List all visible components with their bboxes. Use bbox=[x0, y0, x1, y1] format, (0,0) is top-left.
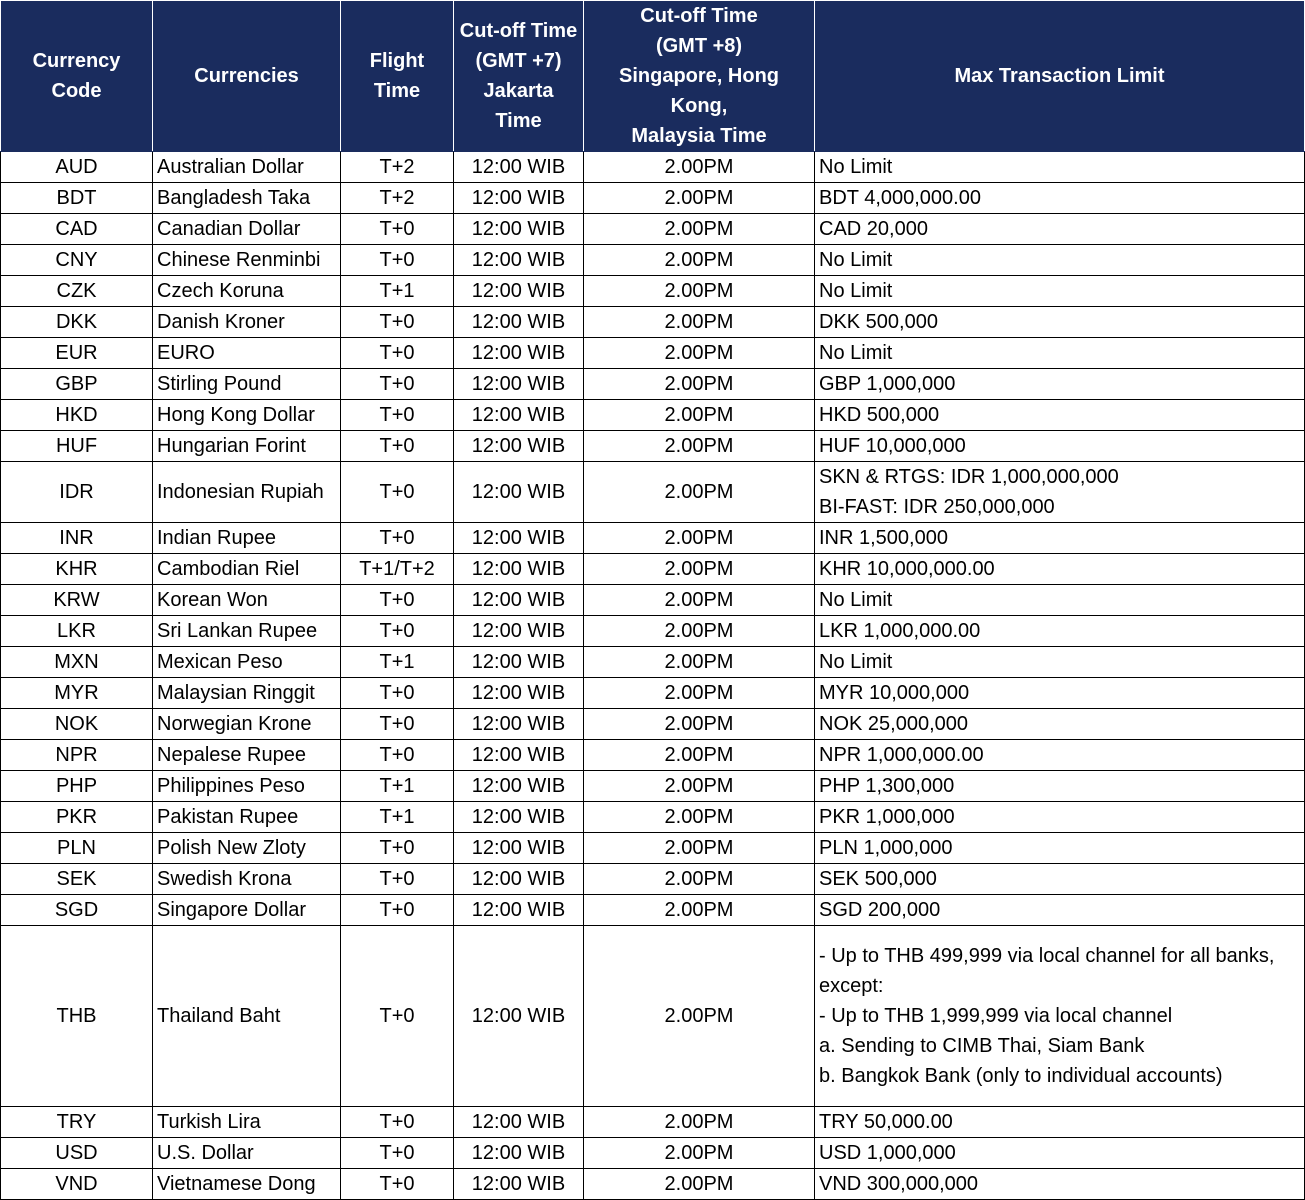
currency-code-cell: EUR bbox=[1, 338, 153, 369]
table-row bbox=[1, 462, 1305, 523]
max-limit-cell bbox=[815, 926, 1305, 1107]
flight-time-cell: T+0 bbox=[341, 400, 454, 431]
cutoff-singapore-cell: 2.00PM bbox=[584, 214, 815, 245]
cutoff-jakarta-cell: 12:00 WIB bbox=[454, 431, 584, 462]
currency-code-cell: HUF bbox=[1, 431, 153, 462]
currency-code-cell: DKK bbox=[1, 307, 153, 338]
flight-time-cell: T+0 bbox=[341, 709, 454, 740]
max-limit-cell bbox=[815, 864, 1305, 895]
limit-line: CAD 20,000 bbox=[819, 218, 928, 240]
header-line: Cut-off Time bbox=[459, 20, 578, 42]
cutoff-jakarta-cell: 12:00 WIB bbox=[454, 1138, 584, 1169]
cutoff-singapore-cell: 2.00PM bbox=[584, 647, 815, 678]
currency-name-cell: Canadian Dollar bbox=[153, 214, 341, 245]
cutoff-singapore-cell: 2.00PM bbox=[584, 245, 815, 276]
limit-line: GBP 1,000,000 bbox=[819, 373, 956, 395]
table-row bbox=[1, 245, 1305, 276]
flight-time-cell: T+0 bbox=[341, 678, 454, 709]
limit-line: No Limit bbox=[819, 589, 893, 611]
table-row bbox=[1, 926, 1305, 1107]
cutoff-singapore-cell: 2.00PM bbox=[584, 740, 815, 771]
cutoff-singapore-cell: 2.00PM bbox=[584, 926, 815, 1107]
cutoff-jakarta-cell: 12:00 WIB bbox=[454, 214, 584, 245]
cutoff-jakarta-cell: 12:00 WIB bbox=[454, 152, 584, 183]
cutoff-jakarta-cell: 12:00 WIB bbox=[454, 369, 584, 400]
currency-name-cell: Mexican Peso bbox=[153, 647, 341, 678]
table-row bbox=[1, 307, 1305, 338]
limit-line: TRY 50,000.00 bbox=[819, 1111, 953, 1133]
header-line: (GMT +7) bbox=[475, 50, 562, 72]
currency-name-cell: Nepalese Rupee bbox=[153, 740, 341, 771]
cutoff-jakarta-cell: 12:00 WIB bbox=[454, 338, 584, 369]
currency-code-cell: KRW bbox=[1, 585, 153, 616]
header-currencies: Currencies bbox=[153, 1, 341, 152]
limit-line: VND 300,000,000 bbox=[819, 1173, 979, 1195]
cutoff-jakarta-cell: 12:00 WIB bbox=[454, 833, 584, 864]
limit-line: MYR 10,000,000 bbox=[819, 682, 970, 704]
limit-line: PHP 1,300,000 bbox=[819, 775, 955, 797]
cutoff-singapore-cell: 2.00PM bbox=[584, 833, 815, 864]
table-row bbox=[1, 152, 1305, 183]
table-row bbox=[1, 895, 1305, 926]
max-limit-cell bbox=[815, 1138, 1305, 1169]
flight-time-cell: T+0 bbox=[341, 833, 454, 864]
flight-time-cell: T+0 bbox=[341, 1107, 454, 1138]
table-row bbox=[1, 400, 1305, 431]
cutoff-singapore-cell: 2.00PM bbox=[584, 400, 815, 431]
flight-time-cell: T+0 bbox=[341, 462, 454, 523]
table-row bbox=[1, 369, 1305, 400]
currency-code-cell: USD bbox=[1, 1138, 153, 1169]
currency-name-cell: Danish Kroner bbox=[153, 307, 341, 338]
limit-line: No Limit bbox=[819, 280, 893, 302]
cutoff-jakarta-cell: 12:00 WIB bbox=[454, 926, 584, 1107]
currency-code-cell: AUD bbox=[1, 152, 153, 183]
limit-line: SGD 200,000 bbox=[819, 899, 941, 921]
max-limit-cell bbox=[815, 400, 1305, 431]
cutoff-singapore-cell: 2.00PM bbox=[584, 616, 815, 647]
max-limit-cell bbox=[815, 554, 1305, 585]
max-limit-cell bbox=[815, 647, 1305, 678]
currency-name-cell: Chinese Renminbi bbox=[153, 245, 341, 276]
limit-line: NPR 1,000,000.00 bbox=[819, 744, 984, 766]
header-flight-time: Flight Time bbox=[341, 1, 454, 152]
currency-code-cell: SGD bbox=[1, 895, 153, 926]
table-body bbox=[1, 152, 1305, 1200]
currency-code-cell: VND bbox=[1, 1169, 153, 1200]
currency-code-cell: BDT bbox=[1, 183, 153, 214]
max-limit-cell bbox=[815, 616, 1305, 647]
currency-name-cell: Sri Lankan Rupee bbox=[153, 616, 341, 647]
max-limit-cell bbox=[815, 245, 1305, 276]
cutoff-jakarta-cell: 12:00 WIB bbox=[454, 523, 584, 554]
limit-line: HKD 500,000 bbox=[819, 404, 940, 426]
cutoff-singapore-cell: 2.00PM bbox=[584, 183, 815, 214]
max-limit-cell bbox=[815, 152, 1305, 183]
flight-time-cell: T+0 bbox=[341, 431, 454, 462]
flight-time-cell: T+1 bbox=[341, 276, 454, 307]
max-limit-cell bbox=[815, 214, 1305, 245]
currency-name-cell: U.S. Dollar bbox=[153, 1138, 341, 1169]
max-limit-cell bbox=[815, 1107, 1305, 1138]
flight-time-cell: T+1 bbox=[341, 647, 454, 678]
max-limit-cell bbox=[815, 709, 1305, 740]
limit-line: KHR 10,000,000.00 bbox=[819, 558, 995, 580]
currency-code-cell: INR bbox=[1, 523, 153, 554]
max-limit-cell bbox=[815, 771, 1305, 802]
cutoff-singapore-cell: 2.00PM bbox=[584, 369, 815, 400]
max-limit-cell bbox=[815, 307, 1305, 338]
flight-time-cell: T+0 bbox=[341, 214, 454, 245]
limit-line: BI-FAST: IDR 250,000,000 bbox=[819, 496, 1055, 518]
flight-time-cell: T+0 bbox=[341, 1138, 454, 1169]
cutoff-jakarta-cell: 12:00 WIB bbox=[454, 1107, 584, 1138]
flight-time-cell: T+1 bbox=[341, 771, 454, 802]
currency-name-cell: Cambodian Riel bbox=[153, 554, 341, 585]
flight-time-cell: T+1 bbox=[341, 802, 454, 833]
max-limit-cell bbox=[815, 431, 1305, 462]
max-limit-cell bbox=[815, 523, 1305, 554]
table-row bbox=[1, 431, 1305, 462]
currency-name-cell: Bangladesh Taka bbox=[153, 183, 341, 214]
header-cutoff-singapore bbox=[584, 1, 815, 152]
limit-line: INR 1,500,000 bbox=[819, 527, 948, 549]
flight-time-cell: T+0 bbox=[341, 740, 454, 771]
max-limit-cell bbox=[815, 338, 1305, 369]
table-row bbox=[1, 740, 1305, 771]
flight-time-cell: T+2 bbox=[341, 152, 454, 183]
limit-line: LKR 1,000,000.00 bbox=[819, 620, 981, 642]
cutoff-singapore-cell: 2.00PM bbox=[584, 1169, 815, 1200]
cutoff-singapore-cell: 2.00PM bbox=[584, 709, 815, 740]
flight-time-cell: T+0 bbox=[341, 895, 454, 926]
max-limit-cell bbox=[815, 740, 1305, 771]
currency-name-cell: Norwegian Krone bbox=[153, 709, 341, 740]
header-cutoff-jakarta bbox=[454, 1, 584, 152]
limit-line: No Limit bbox=[819, 156, 893, 178]
max-limit-cell bbox=[815, 802, 1305, 833]
currency-code-cell: LKR bbox=[1, 616, 153, 647]
header-line: Singapore, Hong Kong, bbox=[619, 65, 779, 117]
table-row bbox=[1, 833, 1305, 864]
limit-line: PLN 1,000,000 bbox=[819, 837, 953, 859]
flight-time-cell: T+0 bbox=[341, 1169, 454, 1200]
header-line: Cut-off Time bbox=[640, 5, 758, 27]
table-row bbox=[1, 802, 1305, 833]
max-limit-cell bbox=[815, 1169, 1305, 1200]
currency-name-cell: Philippines Peso bbox=[153, 771, 341, 802]
cutoff-singapore-cell: 2.00PM bbox=[584, 338, 815, 369]
currency-name-cell: Australian Dollar bbox=[153, 152, 341, 183]
cutoff-singapore-cell: 2.00PM bbox=[584, 276, 815, 307]
limit-line: - Up to THB 499,999 via local channel for all banks, bbox=[819, 945, 1275, 967]
limit-line: HUF 10,000,000 bbox=[819, 435, 966, 457]
cutoff-jakarta-cell: 12:00 WIB bbox=[454, 678, 584, 709]
table-row bbox=[1, 1107, 1305, 1138]
limit-line: b. Bangkok Bank (only to individual accounts) bbox=[819, 1065, 1223, 1087]
limit-line: SKN & RTGS: IDR 1,000,000,000 bbox=[819, 466, 1119, 488]
max-limit-cell bbox=[815, 462, 1305, 523]
cutoff-jakarta-cell: 12:00 WIB bbox=[454, 771, 584, 802]
currency-name-cell: Polish New Zloty bbox=[153, 833, 341, 864]
cutoff-singapore-cell: 2.00PM bbox=[584, 585, 815, 616]
max-limit-cell bbox=[815, 585, 1305, 616]
header-max-limit: Max Transaction Limit bbox=[815, 1, 1305, 152]
flight-time-cell: T+0 bbox=[341, 616, 454, 647]
cutoff-jakarta-cell: 12:00 WIB bbox=[454, 1169, 584, 1200]
max-limit-cell bbox=[815, 183, 1305, 214]
cutoff-singapore-cell: 2.00PM bbox=[584, 678, 815, 709]
cutoff-jakarta-cell: 12:00 WIB bbox=[454, 864, 584, 895]
cutoff-jakarta-cell: 12:00 WIB bbox=[454, 462, 584, 523]
table-row bbox=[1, 709, 1305, 740]
currency-name-cell: Indonesian Rupiah bbox=[153, 462, 341, 523]
limit-line: SEK 500,000 bbox=[819, 868, 937, 890]
cutoff-jakarta-cell: 12:00 WIB bbox=[454, 647, 584, 678]
cutoff-singapore-cell: 2.00PM bbox=[584, 523, 815, 554]
currency-name-cell: Hong Kong Dollar bbox=[153, 400, 341, 431]
cutoff-jakarta-cell: 12:00 WIB bbox=[454, 585, 584, 616]
table-row bbox=[1, 1169, 1305, 1200]
currency-code-cell: CZK bbox=[1, 276, 153, 307]
flight-time-cell: T+0 bbox=[341, 864, 454, 895]
table-row bbox=[1, 183, 1305, 214]
currency-name-cell: Pakistan Rupee bbox=[153, 802, 341, 833]
cutoff-singapore-cell: 2.00PM bbox=[584, 554, 815, 585]
flight-time-cell: T+0 bbox=[341, 245, 454, 276]
table-row bbox=[1, 864, 1305, 895]
cutoff-singapore-cell: 2.00PM bbox=[584, 895, 815, 926]
currency-code-cell: TRY bbox=[1, 1107, 153, 1138]
cutoff-jakarta-cell: 12:00 WIB bbox=[454, 276, 584, 307]
currency-name-cell: Czech Koruna bbox=[153, 276, 341, 307]
limit-line: No Limit bbox=[819, 651, 893, 673]
cutoff-jakarta-cell: 12:00 WIB bbox=[454, 554, 584, 585]
table-row bbox=[1, 1138, 1305, 1169]
currency-code-cell: GBP bbox=[1, 369, 153, 400]
cutoff-jakarta-cell: 12:00 WIB bbox=[454, 895, 584, 926]
currency-name-cell: Turkish Lira bbox=[153, 1107, 341, 1138]
max-limit-cell bbox=[815, 895, 1305, 926]
cutoff-singapore-cell: 2.00PM bbox=[584, 462, 815, 523]
table-row bbox=[1, 276, 1305, 307]
cutoff-singapore-cell: 2.00PM bbox=[584, 431, 815, 462]
currency-code-cell: THB bbox=[1, 926, 153, 1107]
cutoff-singapore-cell: 2.00PM bbox=[584, 1138, 815, 1169]
max-limit-cell bbox=[815, 678, 1305, 709]
limit-line: except: bbox=[819, 975, 884, 997]
cutoff-jakarta-cell: 12:00 WIB bbox=[454, 709, 584, 740]
flight-time-cell: T+0 bbox=[341, 585, 454, 616]
limit-line: PKR 1,000,000 bbox=[819, 806, 955, 828]
cutoff-jakarta-cell: 12:00 WIB bbox=[454, 183, 584, 214]
table-row bbox=[1, 585, 1305, 616]
limit-line: NOK 25,000,000 bbox=[819, 713, 968, 735]
table-row bbox=[1, 554, 1305, 585]
currency-name-cell: Korean Won bbox=[153, 585, 341, 616]
cutoff-jakarta-cell: 12:00 WIB bbox=[454, 307, 584, 338]
cutoff-singapore-cell: 2.00PM bbox=[584, 1107, 815, 1138]
currency-code-cell: HKD bbox=[1, 400, 153, 431]
currency-code-cell: NPR bbox=[1, 740, 153, 771]
currency-name-cell: Malaysian Ringgit bbox=[153, 678, 341, 709]
max-limit-cell bbox=[815, 276, 1305, 307]
cutoff-jakarta-cell: 12:00 WIB bbox=[454, 400, 584, 431]
currency-code-cell: PLN bbox=[1, 833, 153, 864]
max-limit-cell bbox=[815, 369, 1305, 400]
cutoff-jakarta-cell: 12:00 WIB bbox=[454, 616, 584, 647]
currency-name-cell: Vietnamese Dong bbox=[153, 1169, 341, 1200]
limit-line: - Up to THB 1,999,999 via local channel bbox=[819, 1005, 1173, 1027]
table-row bbox=[1, 616, 1305, 647]
currency-code-cell: MXN bbox=[1, 647, 153, 678]
currency-code-cell: CAD bbox=[1, 214, 153, 245]
table-row bbox=[1, 214, 1305, 245]
flight-time-cell: T+0 bbox=[341, 338, 454, 369]
currency-name-cell: Stirling Pound bbox=[153, 369, 341, 400]
limit-line: a. Sending to CIMB Thai, Siam Bank bbox=[819, 1035, 1145, 1057]
currency-code-cell: IDR bbox=[1, 462, 153, 523]
header-line: (GMT +8) bbox=[655, 35, 743, 57]
cutoff-singapore-cell: 2.00PM bbox=[584, 152, 815, 183]
currency-code-cell: NOK bbox=[1, 709, 153, 740]
flight-time-cell: T+1/T+2 bbox=[341, 554, 454, 585]
header-line: Malaysia Time bbox=[631, 125, 767, 147]
cutoff-singapore-cell: 2.00PM bbox=[584, 864, 815, 895]
limit-line: BDT 4,000,000.00 bbox=[819, 187, 981, 209]
currency-name-cell: Indian Rupee bbox=[153, 523, 341, 554]
flight-time-cell: T+0 bbox=[341, 926, 454, 1107]
cutoff-jakarta-cell: 12:00 WIB bbox=[454, 802, 584, 833]
currency-code-cell: PHP bbox=[1, 771, 153, 802]
limit-line: USD 1,000,000 bbox=[819, 1142, 956, 1164]
cutoff-jakarta-cell: 12:00 WIB bbox=[454, 245, 584, 276]
currency-name-cell: Singapore Dollar bbox=[153, 895, 341, 926]
flight-time-cell: T+0 bbox=[341, 307, 454, 338]
currency-code-cell: PKR bbox=[1, 802, 153, 833]
table-row bbox=[1, 678, 1305, 709]
header-currency-code: Currency Code bbox=[1, 1, 153, 152]
flight-time-cell: T+0 bbox=[341, 369, 454, 400]
table-row bbox=[1, 771, 1305, 802]
flight-time-cell: T+0 bbox=[341, 523, 454, 554]
currency-name-cell: Hungarian Forint bbox=[153, 431, 341, 462]
currency-code-cell: KHR bbox=[1, 554, 153, 585]
currency-code-cell: CNY bbox=[1, 245, 153, 276]
limit-line: No Limit bbox=[819, 249, 893, 271]
header-row bbox=[1, 1, 1305, 152]
flight-time-cell: T+2 bbox=[341, 183, 454, 214]
table-row bbox=[1, 523, 1305, 554]
cutoff-jakarta-cell: 12:00 WIB bbox=[454, 740, 584, 771]
currency-name-cell: Thailand Baht bbox=[153, 926, 341, 1107]
table-row bbox=[1, 647, 1305, 678]
header-line: Jakarta Time bbox=[483, 80, 554, 132]
currency-code-cell: MYR bbox=[1, 678, 153, 709]
currency-name-cell: EURO bbox=[153, 338, 341, 369]
max-limit-cell bbox=[815, 833, 1305, 864]
currency-code-cell: SEK bbox=[1, 864, 153, 895]
cutoff-singapore-cell: 2.00PM bbox=[584, 802, 815, 833]
cutoff-singapore-cell: 2.00PM bbox=[584, 771, 815, 802]
cutoff-singapore-cell: 2.00PM bbox=[584, 307, 815, 338]
table-row bbox=[1, 338, 1305, 369]
currency-name-cell: Swedish Krona bbox=[153, 864, 341, 895]
limit-line: DKK 500,000 bbox=[819, 311, 938, 333]
limit-line: No Limit bbox=[819, 342, 893, 364]
